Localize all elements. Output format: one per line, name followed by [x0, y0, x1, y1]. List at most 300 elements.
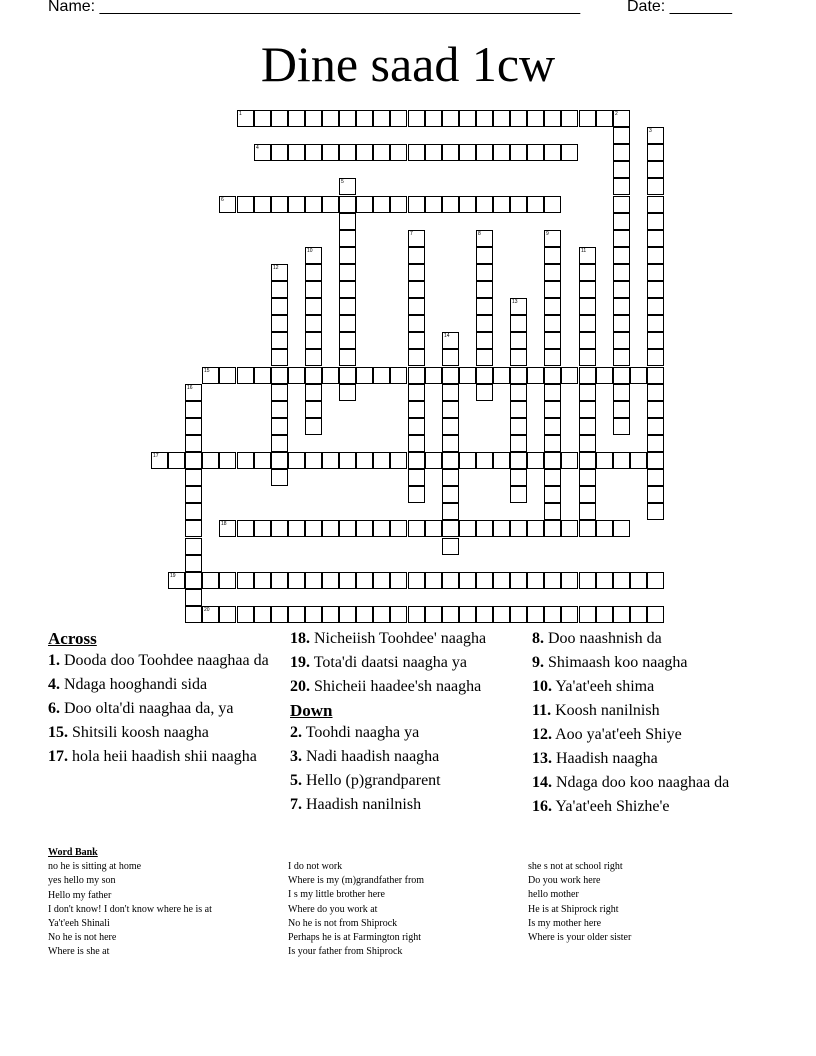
crossword-cell[interactable] [305, 452, 322, 469]
crossword-cell[interactable] [476, 332, 493, 349]
crossword-cell[interactable] [647, 196, 664, 213]
crossword-cell[interactable] [476, 298, 493, 315]
crossword-cell[interactable] [237, 367, 254, 384]
crossword-cell[interactable] [476, 367, 493, 384]
crossword-cell[interactable] [647, 435, 664, 452]
crossword-cell[interactable] [442, 367, 459, 384]
crossword-cell[interactable] [322, 520, 339, 537]
crossword-cell[interactable] [442, 435, 459, 452]
crossword-cell[interactable] [630, 452, 647, 469]
crossword-cell[interactable] [271, 332, 288, 349]
crossword-cell[interactable] [237, 606, 254, 623]
crossword-cell[interactable] [185, 606, 202, 623]
crossword-cell[interactable] [271, 572, 288, 589]
crossword-cell[interactable] [339, 367, 356, 384]
crossword-cell[interactable] [408, 452, 425, 469]
crossword-cell[interactable] [476, 247, 493, 264]
crossword-cell[interactable] [254, 606, 271, 623]
crossword-cell[interactable] [544, 332, 561, 349]
crossword-cell[interactable] [579, 572, 596, 589]
crossword-cell[interactable] [527, 196, 544, 213]
crossword-cell[interactable] [425, 196, 442, 213]
crossword-cell[interactable] [476, 452, 493, 469]
crossword-cell[interactable] [476, 349, 493, 366]
crossword-cell[interactable] [561, 144, 578, 161]
crossword-cell[interactable] [476, 606, 493, 623]
crossword-cell[interactable] [510, 606, 527, 623]
crossword-cell[interactable] [356, 452, 373, 469]
crossword-cell[interactable] [613, 230, 630, 247]
crossword-cell[interactable] [613, 367, 630, 384]
crossword-cell[interactable] [561, 110, 578, 127]
crossword-cell[interactable] [630, 367, 647, 384]
crossword-cell[interactable] [339, 196, 356, 213]
crossword-cell[interactable] [510, 520, 527, 537]
crossword-cell[interactable] [527, 110, 544, 127]
crossword-cell[interactable] [579, 435, 596, 452]
crossword-cell[interactable] [408, 572, 425, 589]
crossword-cell[interactable] [305, 606, 322, 623]
crossword-cell[interactable] [168, 572, 185, 589]
crossword-cell[interactable] [202, 572, 219, 589]
crossword-cell[interactable] [527, 606, 544, 623]
crossword-cell[interactable] [408, 349, 425, 366]
crossword-cell[interactable] [613, 520, 630, 537]
crossword-cell[interactable] [459, 452, 476, 469]
crossword-cell[interactable] [442, 520, 459, 537]
crossword-cell[interactable] [579, 315, 596, 332]
crossword-cell[interactable] [339, 520, 356, 537]
crossword-cell[interactable] [561, 572, 578, 589]
crossword-cell[interactable] [613, 247, 630, 264]
crossword-cell[interactable] [339, 572, 356, 589]
crossword-cell[interactable] [647, 247, 664, 264]
crossword-cell[interactable] [288, 144, 305, 161]
crossword-cell[interactable] [613, 384, 630, 401]
crossword-cell[interactable] [596, 520, 613, 537]
crossword-cell[interactable] [202, 452, 219, 469]
crossword-cell[interactable] [493, 110, 510, 127]
crossword-cell[interactable] [613, 196, 630, 213]
crossword-cell[interactable] [493, 144, 510, 161]
crossword-cell[interactable] [459, 110, 476, 127]
crossword-cell[interactable] [305, 367, 322, 384]
crossword-cell[interactable] [476, 110, 493, 127]
crossword-cell[interactable] [271, 144, 288, 161]
crossword-cell[interactable] [390, 196, 407, 213]
crossword-cell[interactable] [579, 452, 596, 469]
crossword-cell[interactable] [271, 367, 288, 384]
crossword-cell[interactable] [579, 606, 596, 623]
crossword-cell[interactable] [459, 367, 476, 384]
crossword-cell[interactable] [647, 367, 664, 384]
crossword-cell[interactable] [476, 281, 493, 298]
crossword-cell[interactable] [493, 452, 510, 469]
crossword-cell[interactable] [647, 264, 664, 281]
crossword-cell[interactable] [151, 452, 168, 469]
crossword-cell[interactable] [305, 247, 322, 264]
crossword-cell[interactable] [339, 247, 356, 264]
crossword-cell[interactable] [271, 520, 288, 537]
crossword-cell[interactable] [271, 401, 288, 418]
crossword-cell[interactable] [339, 110, 356, 127]
crossword-cell[interactable] [305, 572, 322, 589]
crossword-cell[interactable] [510, 435, 527, 452]
crossword-cell[interactable] [613, 452, 630, 469]
crossword-cell[interactable] [442, 572, 459, 589]
crossword-cell[interactable] [322, 606, 339, 623]
crossword-cell[interactable] [579, 418, 596, 435]
crossword-cell[interactable] [271, 384, 288, 401]
crossword-cell[interactable] [459, 144, 476, 161]
crossword-cell[interactable] [305, 401, 322, 418]
crossword-cell[interactable] [339, 230, 356, 247]
crossword-cell[interactable] [202, 367, 219, 384]
crossword-cell[interactable] [647, 418, 664, 435]
crossword-cell[interactable] [390, 367, 407, 384]
crossword-cell[interactable] [442, 144, 459, 161]
crossword-cell[interactable] [459, 572, 476, 589]
crossword-cell[interactable] [288, 196, 305, 213]
crossword-cell[interactable] [339, 606, 356, 623]
name-field[interactable]: Name: ______________________________________________________ [48, 0, 581, 15]
crossword-cell[interactable] [408, 418, 425, 435]
crossword-cell[interactable] [408, 281, 425, 298]
crossword-cell[interactable] [510, 315, 527, 332]
crossword-cell[interactable] [254, 520, 271, 537]
crossword-cell[interactable] [339, 384, 356, 401]
crossword-cell[interactable] [185, 538, 202, 555]
crossword-cell[interactable] [647, 213, 664, 230]
crossword-cell[interactable] [254, 110, 271, 127]
crossword-cell[interactable] [510, 144, 527, 161]
crossword-cell[interactable] [579, 503, 596, 520]
crossword-cell[interactable] [527, 572, 544, 589]
crossword-cell[interactable] [476, 144, 493, 161]
crossword-cell[interactable] [544, 503, 561, 520]
crossword-cell[interactable] [322, 196, 339, 213]
crossword-cell[interactable] [356, 196, 373, 213]
crossword-cell[interactable] [510, 572, 527, 589]
crossword-cell[interactable] [408, 247, 425, 264]
crossword-cell[interactable] [185, 469, 202, 486]
crossword-cell[interactable] [613, 281, 630, 298]
crossword-cell[interactable] [390, 606, 407, 623]
crossword-cell[interactable] [339, 144, 356, 161]
crossword-cell[interactable] [561, 520, 578, 537]
crossword-cell[interactable] [271, 349, 288, 366]
crossword-cell[interactable] [579, 298, 596, 315]
crossword-cell[interactable] [305, 196, 322, 213]
crossword-cell[interactable] [408, 332, 425, 349]
crossword-cell[interactable] [185, 503, 202, 520]
crossword-cell[interactable] [476, 196, 493, 213]
crossword-cell[interactable] [322, 110, 339, 127]
crossword-cell[interactable] [459, 606, 476, 623]
crossword-cell[interactable] [647, 572, 664, 589]
crossword-cell[interactable] [579, 367, 596, 384]
crossword-cell[interactable] [219, 572, 236, 589]
crossword-cell[interactable] [271, 452, 288, 469]
crossword-cell[interactable] [493, 367, 510, 384]
crossword-cell[interactable] [322, 144, 339, 161]
crossword-cell[interactable] [356, 110, 373, 127]
crossword-cell[interactable] [254, 144, 271, 161]
crossword-cell[interactable] [544, 247, 561, 264]
crossword-cell[interactable] [647, 452, 664, 469]
crossword-cell[interactable] [647, 144, 664, 161]
crossword-cell[interactable] [185, 384, 202, 401]
crossword-cell[interactable] [219, 196, 236, 213]
crossword-cell[interactable] [647, 161, 664, 178]
crossword-cell[interactable] [647, 469, 664, 486]
crossword-cell[interactable] [339, 178, 356, 195]
crossword-cell[interactable] [544, 110, 561, 127]
crossword-cell[interactable] [408, 401, 425, 418]
crossword-cell[interactable] [305, 264, 322, 281]
crossword-cell[interactable] [271, 418, 288, 435]
crossword-cell[interactable] [579, 384, 596, 401]
crossword-cell[interactable] [305, 298, 322, 315]
crossword-cell[interactable] [476, 230, 493, 247]
crossword-cell[interactable] [544, 230, 561, 247]
crossword-cell[interactable] [425, 606, 442, 623]
crossword-cell[interactable] [544, 196, 561, 213]
crossword-cell[interactable] [493, 572, 510, 589]
crossword-cell[interactable] [271, 196, 288, 213]
crossword-cell[interactable] [596, 110, 613, 127]
crossword-cell[interactable] [510, 486, 527, 503]
crossword-cell[interactable] [408, 110, 425, 127]
crossword-cell[interactable] [510, 332, 527, 349]
crossword-cell[interactable] [305, 315, 322, 332]
crossword-cell[interactable] [185, 520, 202, 537]
crossword-cell[interactable] [322, 367, 339, 384]
crossword-cell[interactable] [373, 606, 390, 623]
crossword-cell[interactable] [254, 452, 271, 469]
crossword-cell[interactable] [237, 196, 254, 213]
crossword-cell[interactable] [579, 520, 596, 537]
crossword-cell[interactable] [271, 435, 288, 452]
crossword-cell[interactable] [425, 144, 442, 161]
crossword-cell[interactable] [544, 572, 561, 589]
crossword-cell[interactable] [647, 503, 664, 520]
crossword-cell[interactable] [339, 315, 356, 332]
crossword-cell[interactable] [613, 161, 630, 178]
crossword-cell[interactable] [185, 435, 202, 452]
crossword-cell[interactable] [544, 367, 561, 384]
crossword-cell[interactable] [373, 110, 390, 127]
crossword-cell[interactable] [613, 178, 630, 195]
crossword-cell[interactable] [613, 349, 630, 366]
crossword-cell[interactable] [544, 418, 561, 435]
crossword-cell[interactable] [408, 230, 425, 247]
crossword-cell[interactable] [510, 469, 527, 486]
crossword-cell[interactable] [425, 110, 442, 127]
crossword-cell[interactable] [579, 281, 596, 298]
crossword-cell[interactable] [390, 110, 407, 127]
crossword-cell[interactable] [408, 196, 425, 213]
crossword-cell[interactable] [339, 452, 356, 469]
crossword-cell[interactable] [544, 469, 561, 486]
crossword-cell[interactable] [579, 486, 596, 503]
crossword-cell[interactable] [544, 435, 561, 452]
crossword-cell[interactable] [408, 486, 425, 503]
crossword-cell[interactable] [390, 452, 407, 469]
crossword-cell[interactable] [356, 367, 373, 384]
crossword-cell[interactable] [544, 315, 561, 332]
crossword-cell[interactable] [561, 606, 578, 623]
crossword-cell[interactable] [544, 606, 561, 623]
crossword-cell[interactable] [630, 572, 647, 589]
crossword-cell[interactable] [425, 367, 442, 384]
crossword-cell[interactable] [442, 384, 459, 401]
crossword-cell[interactable] [647, 298, 664, 315]
crossword-cell[interactable] [493, 520, 510, 537]
crossword-cell[interactable] [185, 452, 202, 469]
crossword-cell[interactable] [305, 332, 322, 349]
crossword-cell[interactable] [613, 213, 630, 230]
crossword-cell[interactable] [408, 298, 425, 315]
crossword-cell[interactable] [613, 572, 630, 589]
crossword-cell[interactable] [442, 110, 459, 127]
crossword-cell[interactable] [425, 572, 442, 589]
crossword-cell[interactable] [185, 572, 202, 589]
crossword-cell[interactable] [237, 452, 254, 469]
crossword-cell[interactable] [613, 418, 630, 435]
crossword-cell[interactable] [168, 452, 185, 469]
crossword-cell[interactable] [305, 349, 322, 366]
crossword-cell[interactable] [271, 110, 288, 127]
crossword-cell[interactable] [237, 572, 254, 589]
crossword-cell[interactable] [356, 606, 373, 623]
crossword-cell[interactable] [322, 572, 339, 589]
crossword-cell[interactable] [185, 401, 202, 418]
crossword-cell[interactable] [271, 298, 288, 315]
crossword-cell[interactable] [544, 349, 561, 366]
crossword-cell[interactable] [613, 401, 630, 418]
crossword-cell[interactable] [356, 144, 373, 161]
crossword-cell[interactable] [476, 315, 493, 332]
crossword-cell[interactable] [254, 367, 271, 384]
crossword-cell[interactable] [219, 606, 236, 623]
crossword-cell[interactable] [527, 452, 544, 469]
crossword-cell[interactable] [305, 418, 322, 435]
crossword-cell[interactable] [185, 589, 202, 606]
crossword-cell[interactable] [288, 606, 305, 623]
crossword-cell[interactable] [288, 520, 305, 537]
crossword-cell[interactable] [185, 555, 202, 572]
crossword-cell[interactable] [647, 384, 664, 401]
crossword-cell[interactable] [339, 281, 356, 298]
crossword-cell[interactable] [373, 144, 390, 161]
crossword-cell[interactable] [442, 196, 459, 213]
crossword-cell[interactable] [647, 401, 664, 418]
crossword-cell[interactable] [647, 127, 664, 144]
crossword-cell[interactable] [322, 452, 339, 469]
crossword-cell[interactable] [185, 418, 202, 435]
crossword-cell[interactable] [408, 435, 425, 452]
crossword-cell[interactable] [544, 281, 561, 298]
crossword-cell[interactable] [613, 144, 630, 161]
crossword-cell[interactable] [579, 401, 596, 418]
crossword-cell[interactable] [596, 572, 613, 589]
crossword-cell[interactable] [596, 606, 613, 623]
crossword-cell[interactable] [408, 367, 425, 384]
crossword-cell[interactable] [408, 469, 425, 486]
crossword-cell[interactable] [305, 384, 322, 401]
crossword-cell[interactable] [408, 144, 425, 161]
crossword-cell[interactable] [613, 264, 630, 281]
crossword-cell[interactable] [288, 572, 305, 589]
crossword-cell[interactable] [459, 196, 476, 213]
crossword-cell[interactable] [544, 264, 561, 281]
crossword-cell[interactable] [271, 315, 288, 332]
crossword-cell[interactable] [237, 520, 254, 537]
crossword-cell[interactable] [613, 127, 630, 144]
crossword-cell[interactable] [305, 110, 322, 127]
crossword-cell[interactable] [442, 606, 459, 623]
crossword-cell[interactable] [271, 281, 288, 298]
crossword-cell[interactable] [408, 264, 425, 281]
crossword-cell[interactable] [356, 520, 373, 537]
crossword-cell[interactable] [476, 264, 493, 281]
crossword-cell[interactable] [613, 606, 630, 623]
crossword-cell[interactable] [254, 196, 271, 213]
crossword-cell[interactable] [425, 452, 442, 469]
crossword-cell[interactable] [527, 144, 544, 161]
crossword-cell[interactable] [288, 110, 305, 127]
crossword-cell[interactable] [579, 264, 596, 281]
crossword-cell[interactable] [339, 349, 356, 366]
crossword-cell[interactable] [442, 538, 459, 555]
crossword-cell[interactable] [561, 452, 578, 469]
crossword-cell[interactable] [544, 452, 561, 469]
crossword-cell[interactable] [442, 349, 459, 366]
crossword-cell[interactable] [271, 606, 288, 623]
crossword-cell[interactable] [373, 367, 390, 384]
crossword-cell[interactable] [510, 367, 527, 384]
crossword-cell[interactable] [339, 332, 356, 349]
crossword-cell[interactable] [305, 144, 322, 161]
crossword-cell[interactable] [527, 520, 544, 537]
crossword-cell[interactable] [305, 520, 322, 537]
crossword-cell[interactable] [579, 469, 596, 486]
crossword-cell[interactable] [647, 178, 664, 195]
crossword-cell[interactable] [442, 503, 459, 520]
crossword-cell[interactable] [373, 196, 390, 213]
crossword-cell[interactable] [596, 367, 613, 384]
crossword-cell[interactable] [579, 110, 596, 127]
crossword-cell[interactable] [339, 264, 356, 281]
crossword-cell[interactable] [647, 332, 664, 349]
crossword-cell[interactable] [647, 281, 664, 298]
crossword-cell[interactable] [288, 367, 305, 384]
crossword-cell[interactable] [613, 332, 630, 349]
crossword-cell[interactable] [510, 298, 527, 315]
crossword-cell[interactable] [510, 384, 527, 401]
crossword-cell[interactable] [510, 349, 527, 366]
crossword-cell[interactable] [373, 572, 390, 589]
crossword-cell[interactable] [305, 281, 322, 298]
crossword-cell[interactable] [630, 606, 647, 623]
crossword-cell[interactable] [254, 572, 271, 589]
crossword-cell[interactable] [185, 486, 202, 503]
crossword-cell[interactable] [579, 349, 596, 366]
crossword-cell[interactable] [237, 110, 254, 127]
crossword-cell[interactable] [579, 247, 596, 264]
crossword-cell[interactable] [493, 196, 510, 213]
